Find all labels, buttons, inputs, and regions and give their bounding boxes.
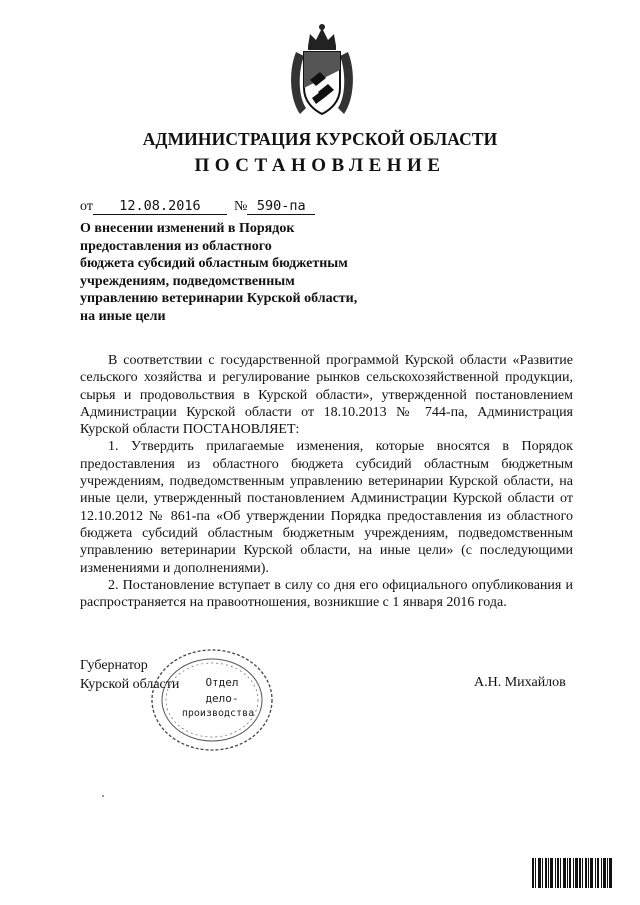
subject-line: на иные цели [80, 308, 166, 324]
subject-line: учреждениям, подведомственным [80, 273, 295, 289]
date-prefix: от [80, 199, 93, 214]
stamp-line: производства [181, 708, 255, 719]
body-paragraph: 2. Постановление вступает в силу со дня его официального опубликования и распространяется на правоотношения, возникшие с 1 января 2016 года. [80, 577, 573, 611]
document-type: ПОСТАНОВЛЕНИЕ [194, 155, 446, 176]
body-paragraph: В соответствии с государственной программой Курской области «Развитие сельского хозяйства и регулирование рынков сельскохозяйственной продукции, сырья и продовольствия в Курской области», утвержденной постановлением Администрации Курской области от 18.10.2013 № 744-па, Администрация Курской области ПОСТАНОВЛЯЕТ: [80, 353, 573, 438]
document-date: 12.08.2016 [119, 198, 201, 214]
body-paragraph: 1. Утвердить прилагаемые изменения, которые вносятся в Порядок предоставления из областного бюджета субсидий областным бюджетным учреждениям, подведомственным управлению ветеринарии Курской области, на иные цели, утвержденный постановлением Администрации Курской области от 12.10.2012 № 861-па «Об утверждении Порядка предоставления из областного бюджета субсидий областным бюджетным учреждениям, подведомственным управлению ветеринарии Курской области, на иные цели» (с последующими изменениями и дополнениями). [80, 439, 573, 576]
signatory-role: Губернатор [80, 658, 148, 673]
signatory-region: Курской области [80, 676, 180, 692]
document-number: 590-па [256, 198, 306, 214]
organization-name: АДМИНИСТРАЦИЯ КУРСКОЙ ОБЛАСТИ [142, 129, 498, 149]
subject-line: бюджета субсидий областным бюджетным [80, 256, 348, 272]
stamp-line: дело- [205, 692, 239, 705]
number-field [247, 199, 315, 215]
coat-of-arms-emblem [286, 22, 358, 118]
barcode-image [532, 858, 612, 888]
document-subject [80, 220, 400, 326]
date-field [93, 199, 227, 215]
scan-speck [102, 795, 104, 797]
subject-line: управлению ветеринарии Курской области, [80, 291, 358, 307]
signatory-title [80, 657, 179, 694]
document-details [80, 199, 315, 215]
signatory-name: А.Н. Михайлов [474, 675, 566, 690]
document-body [80, 352, 573, 611]
stamp-line: Отдел [205, 676, 239, 689]
subject-line: О внесении изменений в Порядок [80, 221, 295, 236]
subject-line: предоставления из областного [80, 238, 272, 254]
number-prefix: № [233, 199, 248, 214]
